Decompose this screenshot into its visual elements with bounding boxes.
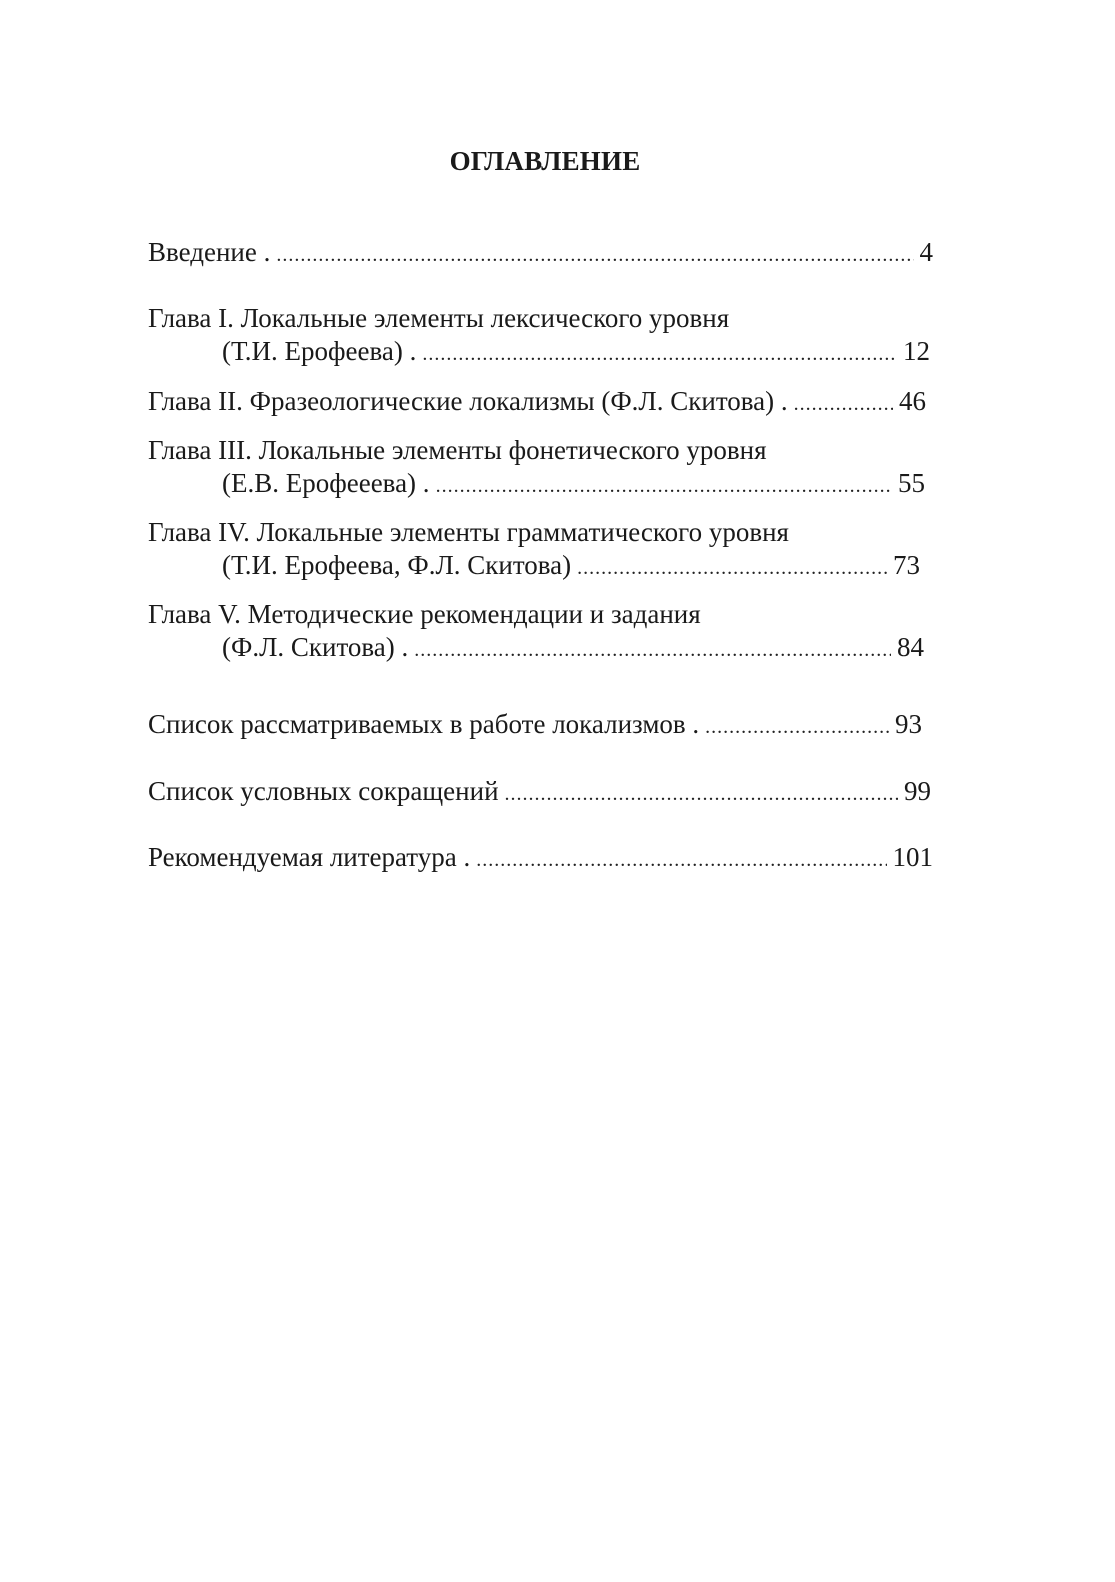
leader-dots (794, 388, 893, 420)
toc-title: ОГЛАВЛЕНИЕ (449, 146, 641, 176)
toc-entry-ch3-title: Глава III. Локальные элементы фонетического уровня (148, 435, 767, 465)
toc-entry-text: Список рассматриваемых в работе локализмов . (148, 709, 700, 739)
leader-dots (422, 338, 897, 370)
leader-dots (577, 552, 887, 584)
toc-entry-text: (Т.И. Ерофеева) . (222, 336, 417, 366)
toc-page-number: 101 (892, 842, 933, 872)
leader-dots (414, 634, 891, 666)
toc-entry-text: Глава II. Фразеологические локализмы (Ф.Л. Скитова) . (148, 386, 788, 416)
toc-entry-text: (Т.И. Ерофеева, Ф.Л. Скитова) (222, 550, 572, 580)
toc-page-number: 55 (898, 468, 925, 498)
toc-entry-ch2 (148, 385, 926, 417)
toc-entry-abbreviations (148, 775, 931, 807)
leader-dots (705, 711, 889, 743)
toc-entry-text: Рекомендуемая литература . (148, 842, 471, 872)
toc-entry-ch4 (222, 549, 920, 581)
toc-entry-intro (148, 236, 933, 268)
toc-entry-text: (Е.В. Ерофееева) . (222, 468, 430, 498)
leader-dots (276, 239, 913, 271)
toc-page-number: 93 (895, 709, 922, 739)
toc-entry-ch1 (222, 335, 930, 367)
toc-page-number: 46 (899, 386, 926, 416)
leader-dots (476, 844, 886, 876)
toc-page-number: 12 (903, 336, 930, 366)
toc-page-number: 84 (897, 632, 924, 662)
toc-entry-ch5 (222, 631, 924, 663)
toc-page-number: 73 (893, 550, 920, 580)
leader-dots (436, 470, 892, 502)
toc-entry-text: Введение . (148, 237, 271, 267)
toc-entry-literature (148, 841, 933, 873)
toc-entry-ch1-title: Глава I. Локальные элементы лексического уровня (148, 303, 730, 333)
toc-entry-ch5-title: Глава V. Методические рекомендации и задания (148, 599, 701, 629)
toc-entry-text: Список условных сокращений (148, 776, 499, 806)
toc-page-number: 99 (904, 776, 931, 806)
toc-entry-ch4-title: Глава IV. Локальные элементы грамматического уровня (148, 517, 789, 547)
toc-entry-localisms (148, 708, 922, 740)
toc-entry-ch3 (222, 467, 925, 499)
leader-dots (505, 778, 898, 810)
toc-entry-text: (Ф.Л. Скитова) . (222, 632, 409, 662)
toc-page-number: 4 (919, 237, 933, 267)
